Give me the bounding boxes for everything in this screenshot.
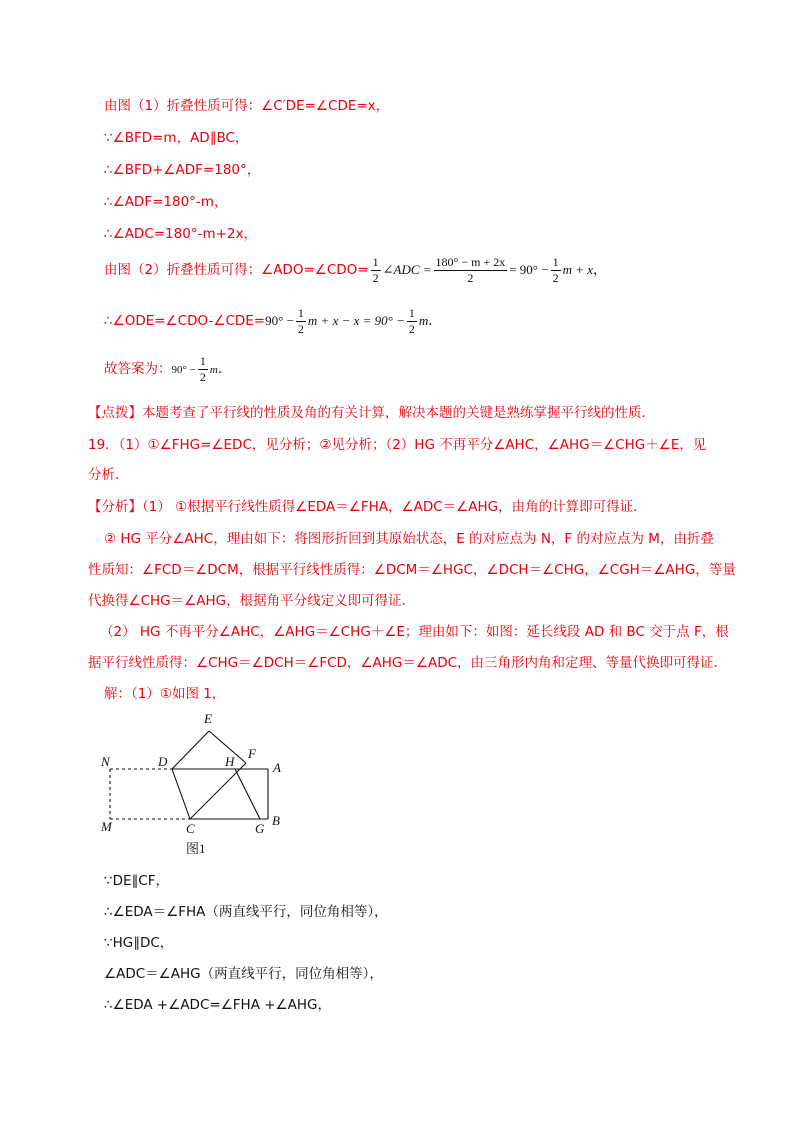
solution-line-3: ∴∠BFD+∠ADF=180°，	[104, 162, 261, 178]
solution-line-2: ∵∠BFD=m，AD∥BC，	[104, 130, 249, 146]
proof-line-4: ∠ADC＝∠AHG（两直线平行，同位角相等），	[104, 966, 383, 982]
analysis-line-3: 性质知：∠FCD＝∠DCM，根据平行线性质得：∠DCM＝∠HGC，∠DCH＝∠CHG，∠CGH＝∠AHG，等量	[88, 562, 736, 578]
question-19-line-2: 分析．	[88, 467, 129, 483]
segment-dc	[172, 769, 190, 819]
proof-line-1: ∵DE∥CF，	[104, 873, 169, 889]
label-d: D	[158, 754, 168, 769]
line-7-a: 90° −	[265, 313, 294, 328]
figure-1	[98, 708, 298, 858]
analysis-line-4: 代换得∠CHG＝∠AHG，根据角平分线定义即可得证．	[88, 593, 416, 609]
line-6-prefix: 由图（2）折叠性质可得：∠ADO=∠CDO=	[104, 262, 369, 278]
label-c: C	[186, 821, 195, 836]
label-e: E	[204, 711, 212, 726]
line-6-c: m + x	[562, 262, 594, 277]
segment-fc	[190, 763, 246, 819]
label-m: M	[101, 819, 112, 834]
line-7-end: ．	[428, 313, 442, 329]
analysis-line-2: ② HG 平分∠AHC，理由如下：将图形折回到其原始状态，E 的对应点为 N，F 的对应点为 M，由折叠	[104, 531, 714, 547]
proof-line-2: ∴∠EDA＝∠FHA（两直线平行，同位角相等），	[104, 904, 388, 920]
fraction-half-4: $\frac{1}{2}$	[408, 305, 415, 336]
label-b: B	[272, 813, 280, 828]
solution-line-4: ∴∠ADF=180°-m，	[104, 194, 228, 210]
label-g: G	[255, 821, 265, 836]
proof-line-5: ∴∠EDA +∠ADC=∠FHA +∠AHG，	[104, 997, 331, 1013]
fraction-big: $\frac{180^\circ - m + 2x}{2}$	[435, 254, 506, 285]
answer-prefix: 故答案为：	[104, 361, 172, 377]
solution-line-6	[104, 251, 607, 289]
fraction-half-5: $\frac{1}{2}$	[199, 353, 206, 384]
segment-hg	[235, 769, 260, 819]
answer-a: 90° −	[171, 364, 196, 376]
analysis-line-1: 【分析】（1） ①根据平行线性质得∠EDA＝∠FHA，∠ADC＝∠AHG，由角的计算即可得证．	[88, 499, 647, 515]
question-19-line-1: 19．（1）①∠FHG=∠EDC，见分析；②见分析；（2）HG 不再平分∠AHC，∠AHG＝∠CHG＋∠E，见	[88, 437, 707, 453]
fraction-half-2: $\frac{1}{2}$	[552, 254, 559, 285]
fraction-half-3: $\frac{1}{2}$	[297, 305, 304, 336]
label-f: F	[248, 746, 256, 761]
answer-end: ．	[217, 361, 232, 377]
solution-line-5: ∴∠ADC=180°-m+2x，	[104, 226, 257, 242]
label-a: A	[273, 760, 281, 775]
analysis-line-5: （2） HG 不再平分∠AHC，∠AHG＝∠CHG＋∠E；理由如下：如图：延长线段 AD 和 BC 交于点 F，根	[100, 624, 729, 640]
dianbo-note: 【点拨】本题考查了平行线的性质及角的有关计算，解决本题的关键是熟练掌握平行线的性质．	[88, 405, 655, 421]
fraction-half: $\frac{1}{2}$	[372, 254, 379, 285]
answer-line	[104, 350, 231, 389]
solution-line-1: 由图（1）折叠性质可得：∠C′DE=∠CDE=x，	[104, 98, 390, 114]
line-6-b: = 90° −	[509, 262, 549, 277]
line-6-end: ，	[593, 262, 607, 278]
line-6-a: ∠ADC =	[382, 262, 432, 277]
solution-start: 解：（1）①如图 1，	[104, 686, 226, 702]
figure-caption: 图1	[186, 841, 206, 856]
line-7-b: m + x − x = 90° −	[307, 313, 405, 328]
solution-line-7	[104, 302, 442, 340]
line-7-prefix: ∴∠ODE=∠CDO-∠CDE=	[104, 313, 266, 329]
segment-de	[172, 731, 209, 769]
label-h: H	[225, 754, 235, 769]
answer-b: m	[209, 364, 218, 376]
line-7-c: m	[418, 313, 429, 328]
proof-line-3: ∵HG∥DC，	[104, 935, 174, 951]
analysis-line-6: 据平行线性质得：∠CHG＝∠DCH＝∠FCD，∠AHG＝∠ADC，由三角形内角和定理、等量代换即可得证．	[88, 655, 728, 671]
label-n: N	[101, 754, 110, 769]
